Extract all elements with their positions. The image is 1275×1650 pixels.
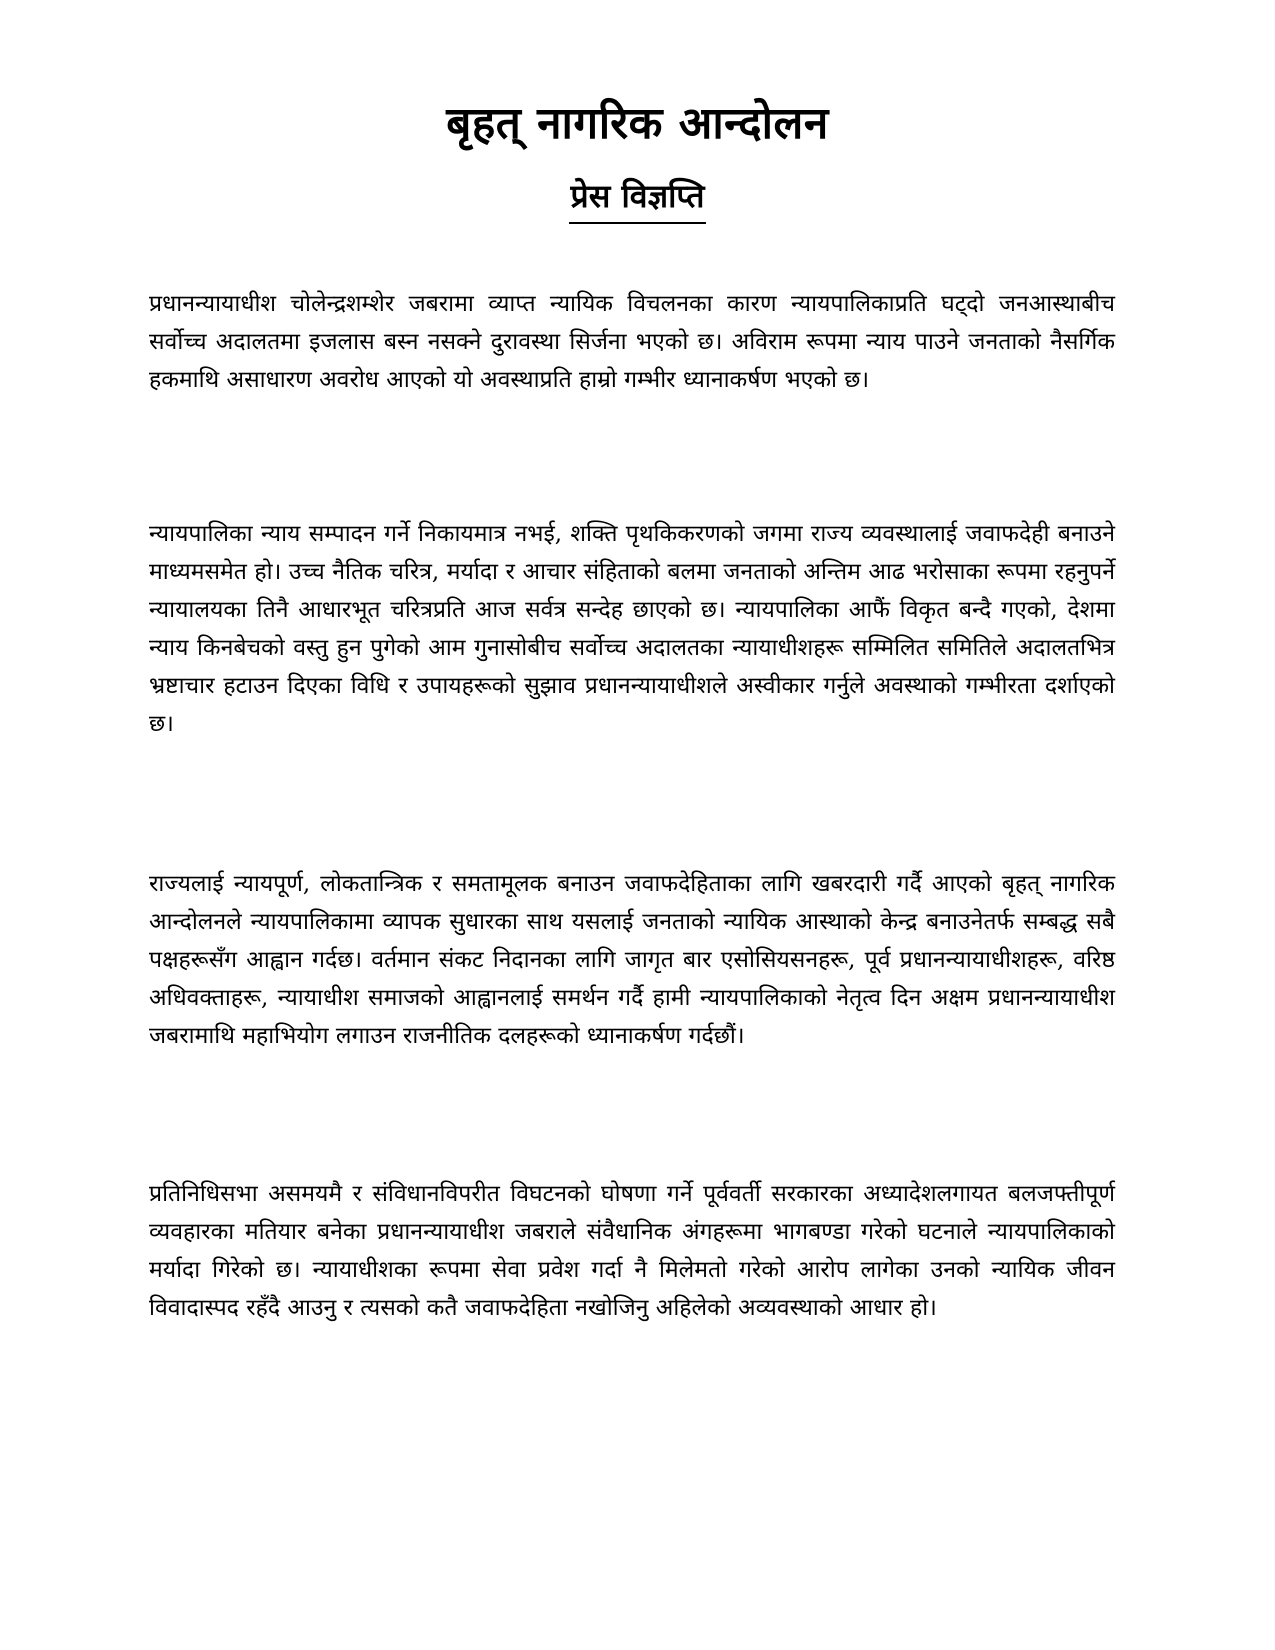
paragraph-4: प्रतिनिधिसभा असमयमै र संविधानविपरीत विघटनको घोषणा गर्ने पूर्ववर्ती सरकारका अध्यादेशलगायत बलजफ्तीपूर्ण व्यवहारका मतियार बनेका प्रधानन्यायाधीश जबराले संवैधानिक अंगहरूमा भागबण्डा गरेको घटनाले न्यायपालिकाको मर्यादा गिरेको छ। न्यायाधीशका रूपमा सेवा प्रवेश गर्दा नै मिलेमतो गरेको आरोप लागेका उनको न्यायिक जीवन विवादास्पद रहँदै आउनु र त्यसको कतै जवाफदेहिता नखोजिनु अहिलेको अव्यवस्थाको आधार हो।	[149, 1181, 1115, 1321]
subtitle-text: प्रेस विज्ञप्ति	[569, 172, 707, 224]
paragraph-3: राज्यलाई न्यायपूर्ण, लोकतान्त्रिक र समतामूलक बनाउन जवाफदेहिताका लागि खबरदारी गर्दै आएको बृहत् नागरिक आन्दोलनले न्यायपालिकामा व्यापक सुधारका साथ यसलाई जनताको न्यायिक आस्थाको केन्द्र बनाउनेतर्फ सम्बद्ध सबै पक्षहरूसँग आह्वान गर्दछ। वर्तमान संकट निदानका लागि जागृत बार एसोसियसनहरू, पूर्व प्रधानन्यायाधीशहरू, वरिष्ठ अधिवक्ताहरू, न्यायाधीश समाजको आह्वानलाई समर्थन गर्दै हामी न्यायपालिकाको नेतृत्व दिन अक्षम प्रधानन्यायाधीश जबरामाथि महाभियोग लगाउन राजनीतिक दलहरूको ध्यानाकर्षण गर्दछौं।	[149, 871, 1115, 1049]
document-subtitle	[0, 172, 1275, 224]
paragraph-1: प्रधानन्यायाधीश चोलेन्द्रशम्शेर जबरामा व्याप्त न्यायिक विचलनका कारण न्यायपालिकाप्रति घट्दो जनआस्थाबीच सर्वोच्च अदालतमा इजलास बस्न नसक्ने दुरावस्था सिर्जना भएको छ। अविराम रूपमा न्याय पाउने जनताको नैसर्गिक हकमाथि असाधारण अवरोध आएको यो अवस्थाप्रति हाम्रो गम्भीर ध्यानाकर्षण भएको छ।	[149, 291, 1115, 393]
document-title: बृहत् नागरिक आन्दोलन	[446, 98, 829, 149]
paragraph-2: न्यायपालिका न्याय सम्पादन गर्ने निकायमात्र नभई, शक्ति पृथकिकरणको जगमा राज्य व्यवस्थालाई जवाफदेही बनाउने माध्यमसमेत हो। उच्च नैतिक चरित्र, मर्यादा र आचार संहिताको बलमा जनताको अन्तिम आढ भरोसाका रूपमा रहनुपर्ने न्यायालयका तिनै आधारभूत चरित्रप्रति आज सर्वत्र सन्देह छाएको छ। न्यायपालिका आफैं विकृत बन्दै गएको, देशमा न्याय किनबेचको वस्तु हुन पुगेको आम गुनासोबीच सर्वोच्च अदालतका न्यायाधीशहरू सम्मिलित समितिले अदालतभित्र भ्रष्टाचार हटाउन दिएका विधि र उपायहरूको सुझाव प्रधानन्यायाधीशले अस्वीकार गर्नुले अवस्थाको गम्भीरता दर्शाएको छ।	[149, 521, 1115, 737]
